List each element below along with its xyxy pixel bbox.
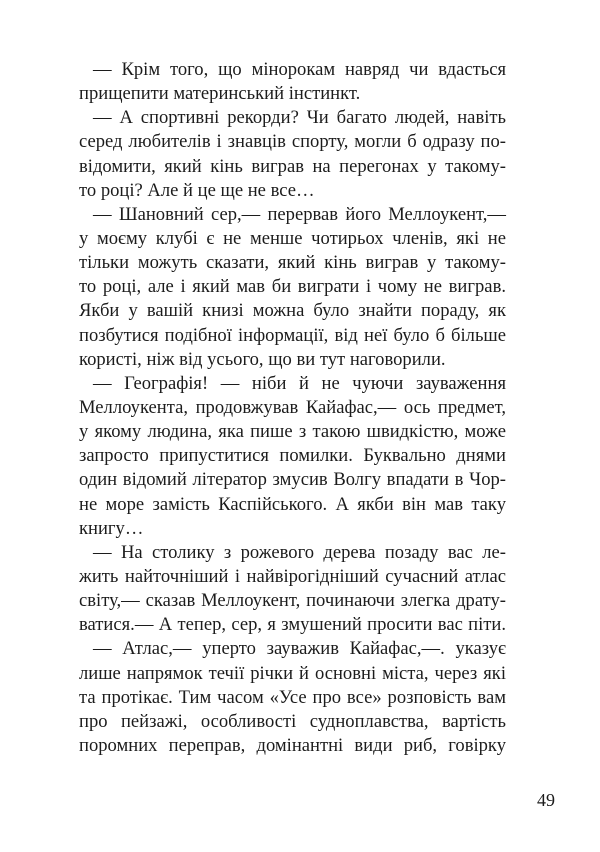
text-line: світу,— сказав Меллоукент, починаючи злегка драту- — [79, 590, 506, 612]
text-line: серед любителів і знавців спорту, могли б одразу по- — [79, 131, 506, 153]
text-line: — Шановний сер,— перервав його Меллоукент,— — [93, 203, 506, 225]
text-line: — На столику з рожевого дерева позаду вас ле- — [93, 541, 506, 563]
text-line: у якому людина, яка пише з такою швидкістю, може — [79, 421, 506, 443]
text-line: поромних переправ, домінантні види риб, говірку — [79, 734, 506, 756]
text-line: ватися.— А тепер, сер, я змушений просити вас піти. — [79, 614, 506, 636]
text-line: не море замість Каспійського. А якби він мав таку — [79, 493, 506, 515]
text-line: один відомий літератор змусив Волгу впадати в Чор- — [79, 469, 506, 491]
text-line: у моєму клубі є не менше чотирьох членів, які не — [79, 227, 506, 249]
text-line: про пейзажі, особливості судноплавства, вартість — [79, 710, 506, 732]
page-body-text — [79, 58, 506, 758]
text-line: та протікає. Тим часом «Усе про все» розповість вам — [79, 686, 506, 708]
text-line: лише напрямок течії річки й основні міста, через які — [79, 662, 506, 684]
text-line: Меллоукента, продовжував Кайафас,— ось предмет, — [79, 396, 506, 418]
text-line: — Географія! — ніби й не чуючи зауваження — [93, 372, 506, 394]
text-line: — А спортивні рекорди? Чи багато людей, навіть — [93, 107, 506, 129]
text-line: то році, але і який мав би виграти і чому не виграв. — [79, 276, 506, 298]
text-line: жить найточніший і найвірогідніший сучасний атлас — [79, 565, 506, 587]
text-line: то році? Але й це ще не все… — [79, 179, 315, 201]
text-line: користі, ніж від усього, що ви тут наговорили. — [79, 348, 446, 370]
text-line: відомити, який кінь виграв на перегонах у такому- — [79, 155, 506, 177]
text-line: — Атлас,— уперто зауважив Кайафас,—. указує — [93, 638, 506, 660]
text-line: позбутися подібної інформації, від неї було б більше — [79, 324, 506, 346]
text-line: книгу… — [79, 517, 144, 539]
text-line: тільки можуть сказати, який кінь виграв у такому- — [79, 252, 506, 274]
text-line: прищепити материнський інстинкт. — [79, 83, 361, 105]
text-line: — Крім того, що мінорокам навряд чи вдасться — [93, 59, 506, 80]
page-number: 49 — [537, 790, 555, 810]
text-line: Якби у вашій книзі можна було знайти пораду, як — [79, 300, 506, 322]
text-line: запросто припуститися помилки. Буквально днями — [79, 445, 506, 467]
